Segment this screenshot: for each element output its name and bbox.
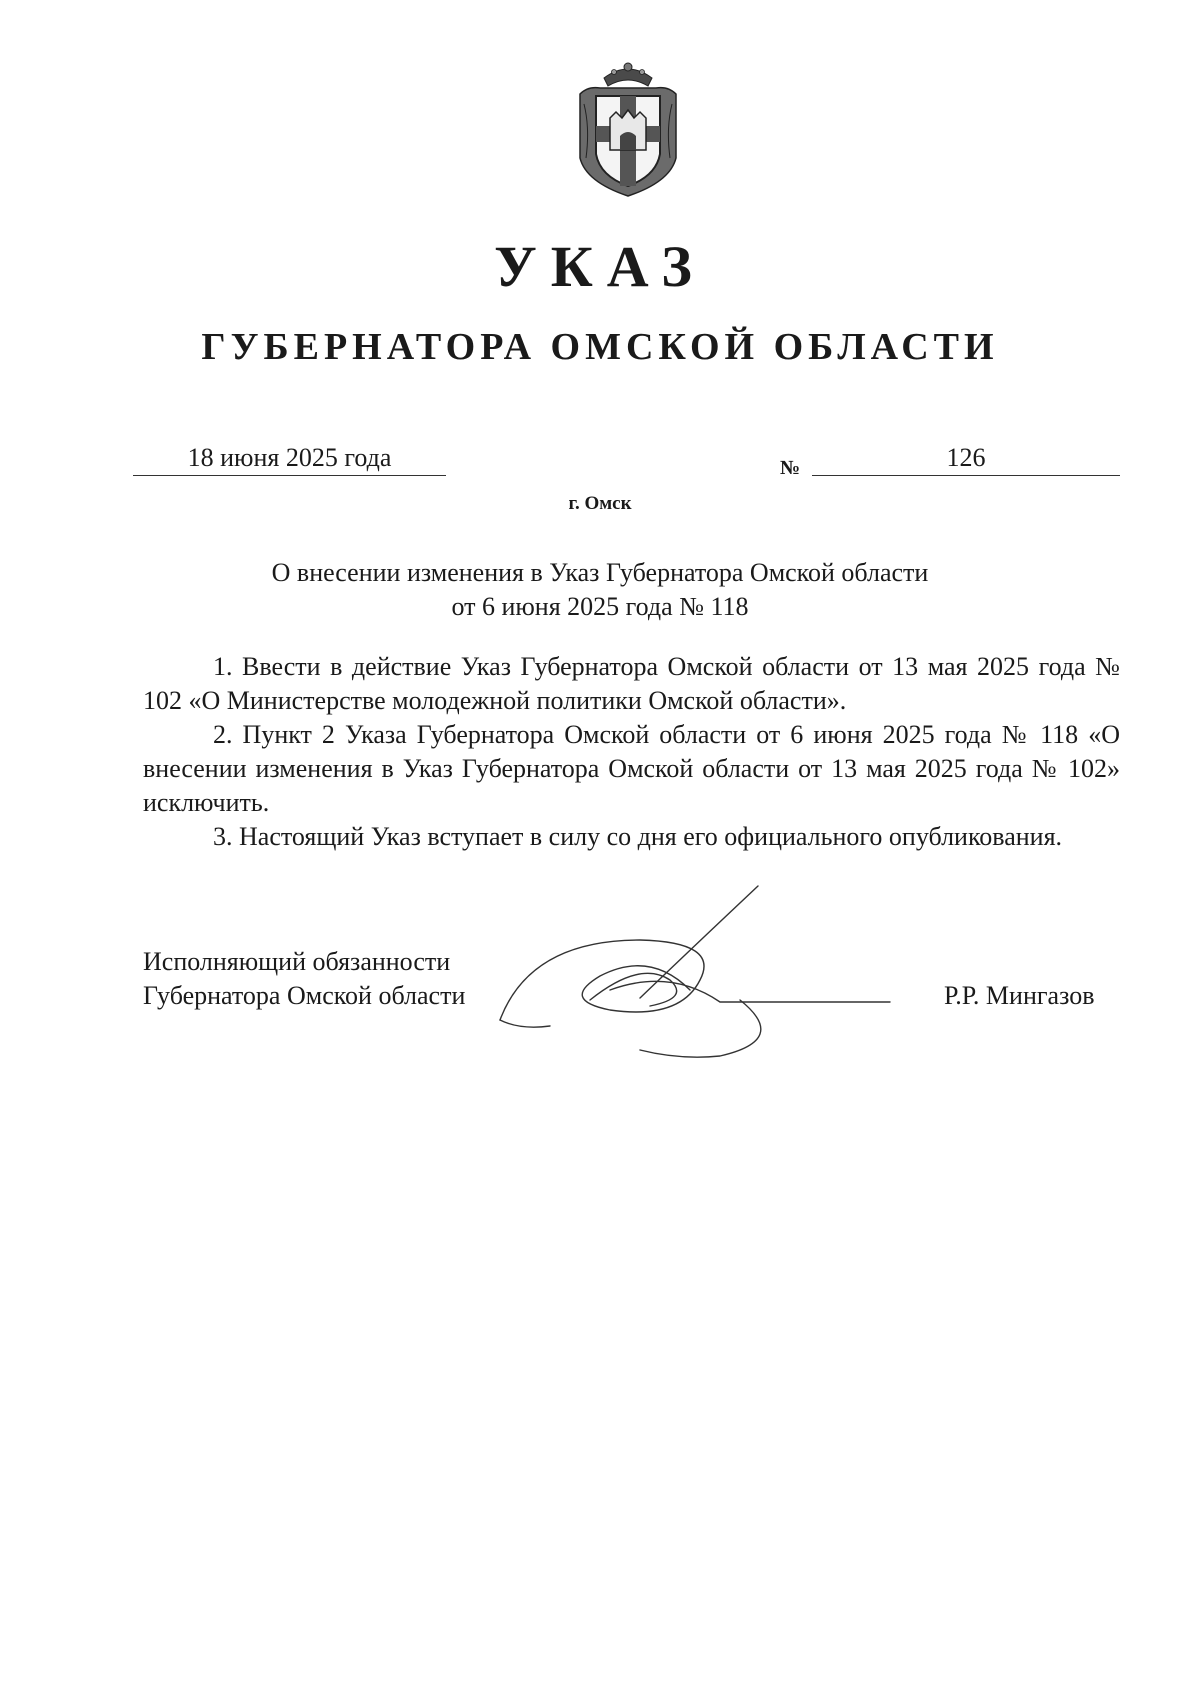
decree-date: 18 июня 2025 года <box>133 441 446 476</box>
number-sign-label: № <box>780 457 801 479</box>
decree-body <box>143 650 1120 854</box>
body-paragraph-1: 1. Ввести в действие Указ Губернатора Омской области от 13 мая 2025 года № 102 «О Министерстве молодежной политики Омской области». <box>143 652 1120 715</box>
body-paragraph-2: 2. Пункт 2 Указа Губернатора Омской области от 6 июня 2025 года № 118 «О внесении изменения в Указ Губернатора Омской области от 13 мая 2025 года № 102» исключить. <box>143 720 1120 817</box>
city-label: г. Омск <box>568 493 632 514</box>
signer-position-line-1: Исполняющий обязанности <box>143 947 451 976</box>
signer-position-line-2: Губернатора Омской области <box>143 981 466 1010</box>
decree-number: 126 <box>812 441 1120 476</box>
subject-line-1: О внесении изменения в Указ Губернатора Омской области <box>271 558 929 587</box>
decree-subject <box>0 556 1200 624</box>
signer-name: Р.Р. Мингазов <box>944 981 1095 1010</box>
body-paragraph-3: 3. Настоящий Указ вступает в силу со дня его официального опубликования. <box>213 822 1063 851</box>
signer-position <box>143 945 465 1013</box>
coat-of-arms-icon <box>570 58 686 198</box>
handwritten-signature-icon <box>490 880 910 1070</box>
document-type-title: УКАЗ <box>494 234 706 299</box>
issuer-title: ГУБЕРНАТОРА ОМСКОЙ ОБЛАСТИ <box>201 326 999 368</box>
subject-line-2: от 6 июня 2025 года № 118 <box>451 592 749 621</box>
